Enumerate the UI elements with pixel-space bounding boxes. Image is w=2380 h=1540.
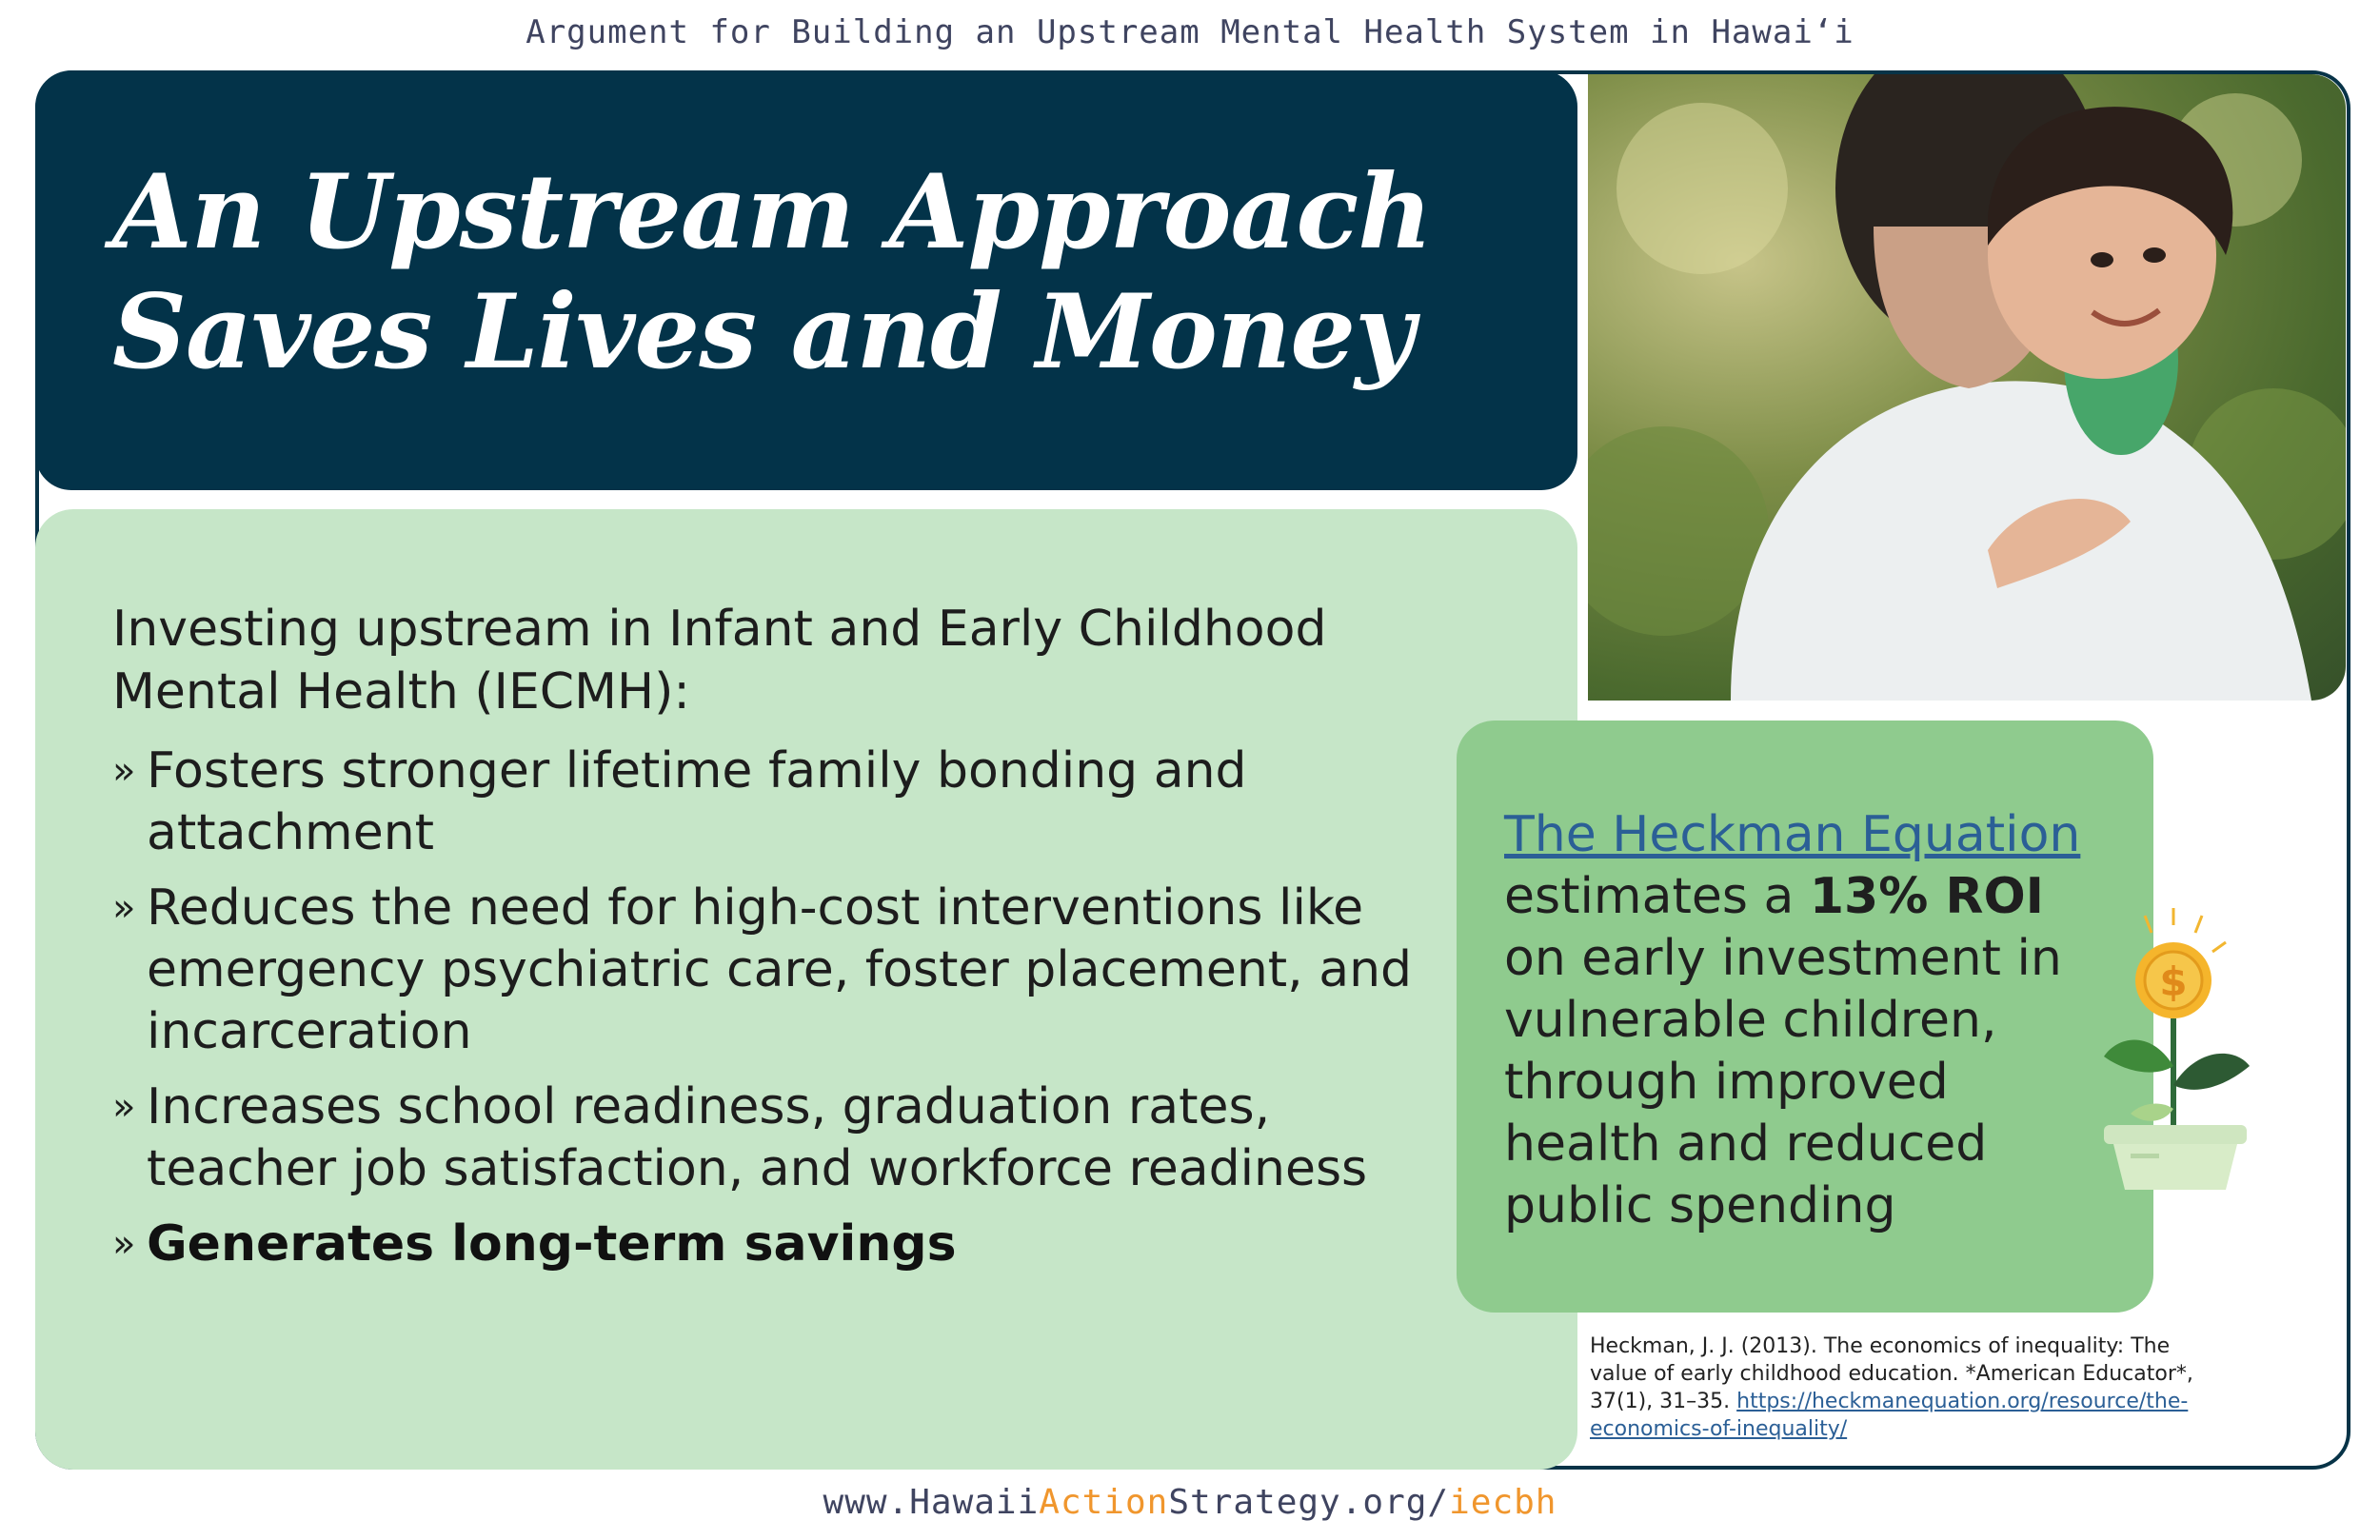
list-item <box>112 1214 1426 1275</box>
citation-text: Heckman, J. J. (2013). The economics of inequality: The value of early childhood education. *American Educator*, 37(1), 31–35. <box>1590 1334 2193 1413</box>
parent-holding-child-photo <box>1588 74 2346 701</box>
footer-url-part-2: Action <box>1039 1483 1169 1522</box>
list-item <box>112 1076 1426 1200</box>
headline-line-2: Saves Lives and Money <box>112 272 1414 392</box>
bullet-marker: » <box>112 886 136 930</box>
heckman-equation-link[interactable]: The Heckman Equation <box>1504 806 2081 863</box>
headline <box>112 152 1432 392</box>
roi-text-before: estimates a <box>1504 868 1795 925</box>
list-item <box>112 740 1426 864</box>
bullet-text: Fosters stronger lifetime family bonding and attachment <box>147 742 1247 861</box>
list-item <box>112 878 1426 1063</box>
footer-url-part-3: Strategy.org/ <box>1168 1483 1450 1522</box>
footer-url[interactable] <box>0 1483 2380 1522</box>
bullet-marker: » <box>112 1222 136 1266</box>
bullet-marker: » <box>112 1085 136 1129</box>
headline-line-1: An Upstream Approach <box>112 152 1432 272</box>
money-plant-icon <box>2092 904 2264 1190</box>
roi-text-after: on early investment in vulnerable children, through improved health and reduced public spending <box>1504 930 2062 1234</box>
document-top-title: Argument for Building an Upstream Mental Health System in Hawai‘i <box>526 13 1854 51</box>
bullet-marker: » <box>112 749 136 793</box>
photo-illustration <box>1588 74 2346 701</box>
citation <box>1590 1333 2218 1443</box>
roi-highlight: 13% ROI <box>1809 868 2045 925</box>
bullet-text: Increases school readiness, graduation rates, teacher job satisfaction, and workforce readiness <box>147 1078 1368 1197</box>
svg-text:$: $ <box>2159 958 2188 1005</box>
footer-url-part-4: iecbh <box>1449 1483 1557 1522</box>
benefits-list <box>112 740 1426 1289</box>
roi-text <box>1504 804 2113 1237</box>
bullet-text: Generates long-term savings <box>147 1215 957 1273</box>
footer-url-part-1: www.Hawaii <box>823 1483 1040 1522</box>
bullet-text: Reduces the need for high-cost interventions like emergency psychiatric care, foster placement, and incarceration <box>147 879 1413 1060</box>
citation-link[interactable]: https://heckmanequation.org/resource/the-economics-of-inequality/ <box>1590 1390 2189 1441</box>
intro-text: Investing upstream in Infant and Early Childhood Mental Health (IECMH): <box>112 601 1327 721</box>
